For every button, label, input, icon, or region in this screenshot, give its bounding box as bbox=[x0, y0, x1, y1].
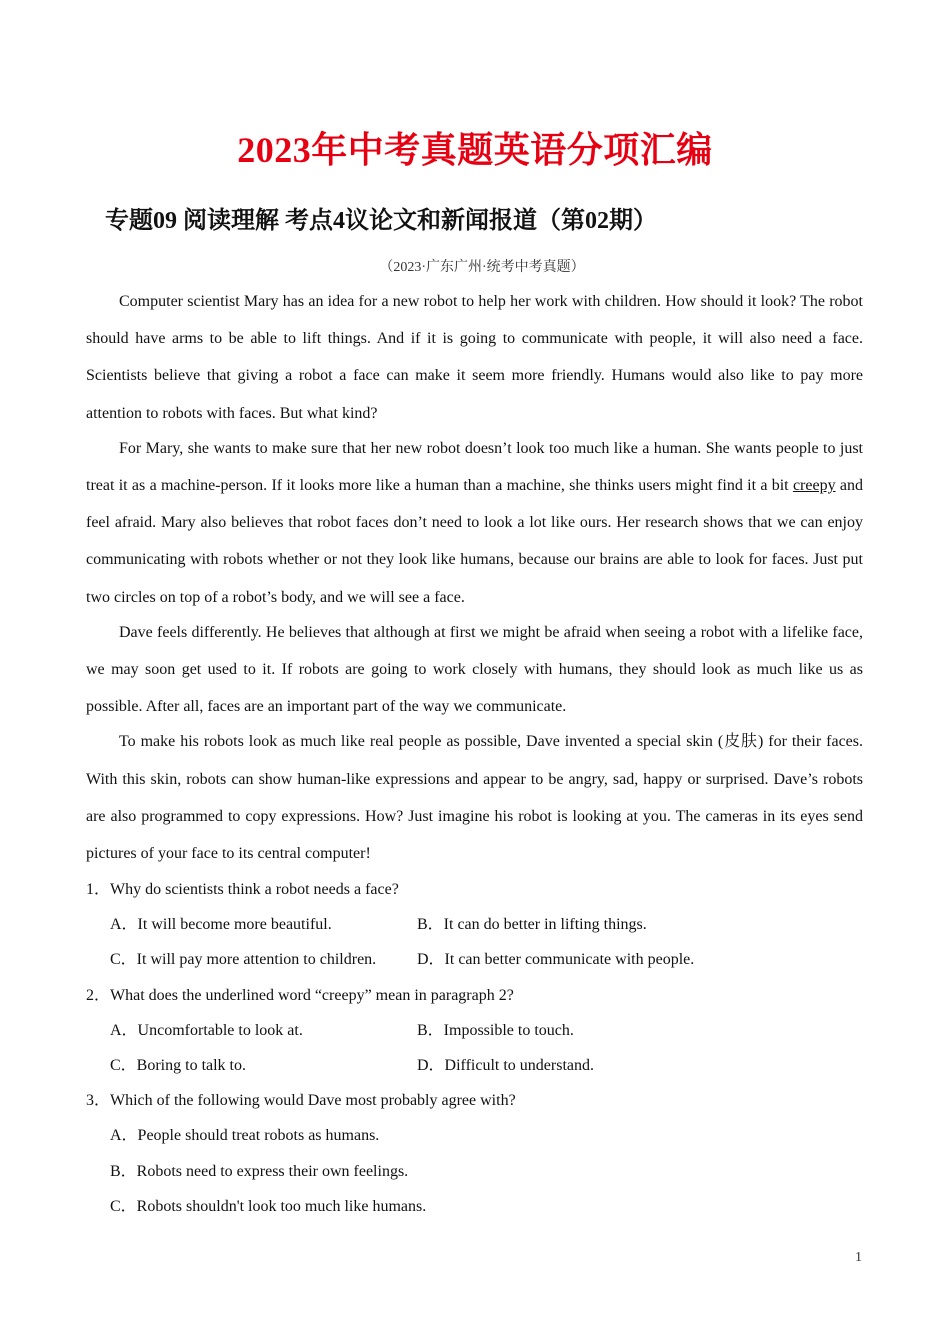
page-number: 1 bbox=[855, 1250, 862, 1265]
question-3-stem: 3．Which of the following would Dave most probably agree with? bbox=[86, 1092, 516, 1110]
question-1-option-c: C．It will pay more attention to children. bbox=[110, 951, 377, 969]
question-list bbox=[86, 872, 863, 1224]
question-2-options-row-1 bbox=[86, 1013, 863, 1048]
question-2-stem: 2．What does the underlined word “creepy” mean in paragraph 2? bbox=[86, 986, 514, 1004]
question-1-option-a: A．It will become more beautiful. bbox=[110, 916, 332, 934]
paragraph-2 bbox=[86, 430, 863, 616]
question-1-options-row-1 bbox=[86, 907, 863, 942]
paragraph-2-text-before: For Mary, she wants to make sure that her new robot doesn’t look too much like a human. She wants people to just treat it as a machine-person. If it looks more like a human than a machine, she thinks users might find it a bit bbox=[86, 439, 863, 495]
section-subtitle: 专题09 阅读理解 考点4议论文和新闻报道（第02期） bbox=[105, 208, 657, 234]
paragraph-4: To make his robots look as much like real people as possible, Dave invented a special skin (皮肤) for their faces. With this skin, robots can show human-like expressions and appear to be angry, sad, happy or surprised. Dave’s robots are also programmed to copy expressions. How? Just imagine his robot is looking at you. The cameras in its eyes send pictures of your face to its central computer! bbox=[86, 733, 863, 863]
question-1-option-d: D．It can better communicate with people. bbox=[417, 951, 695, 969]
paragraph-1: Computer scientist Mary has an idea for a new robot to help her work with children. How should it look? The robot should have arms to be able to lift things. And if it is going to communicate with people, it will also need a face. Scientists believe that giving a robot a face can make it seem more friendly. Humans would also like to pay more attention to robots with faces. But what kind? bbox=[86, 293, 863, 422]
question-3-option-b: B．Robots need to express their own feelings. bbox=[110, 1162, 409, 1180]
question-2-option-d: D．Difficult to understand. bbox=[417, 1056, 595, 1074]
question-1-options-row-2 bbox=[86, 942, 863, 977]
question-1-option-b: B．It can do better in lifting things. bbox=[417, 916, 647, 934]
reading-passage bbox=[86, 283, 863, 872]
question-2-option-c: C．Boring to talk to. bbox=[110, 1056, 247, 1074]
question-2-options-row-2 bbox=[86, 1048, 863, 1083]
question-3-option-a: A．People should treat robots as humans. bbox=[110, 1127, 380, 1145]
underlined-word: creepy bbox=[792, 477, 836, 495]
question-2-option-b: B．Impossible to touch. bbox=[417, 1021, 574, 1039]
paragraph-2-text-after: and feel afraid. Mary also believes that robot faces don’t need to look a lot like ours. Her research shows that we can enjoy communicating with robots whether or not they look like humans, because our brains are able to look for faces. Just put two circles on top of a robot’s body, and we will see a face. bbox=[86, 477, 863, 606]
question-3-option-c: C．Robots shouldn't look too much like humans. bbox=[110, 1197, 427, 1215]
exam-source: （2023·广东广州·统考中考真题） bbox=[379, 260, 585, 275]
question-1-stem: 1．Why do scientists think a robot needs a face? bbox=[86, 881, 399, 898]
question-2-option-a: A．Uncomfortable to look at. bbox=[110, 1021, 303, 1039]
document-title: 2023年中考真题英语分项汇编 bbox=[237, 130, 713, 170]
paragraph-3: Dave feels differently. He believes that although at first we might be afraid when seeing a robot with a lifelike face, we may soon get used to it. If robots are going to work closely with humans, they should look as much like us as possible. After all, faces are an important part of the way we communicate. bbox=[86, 623, 863, 716]
